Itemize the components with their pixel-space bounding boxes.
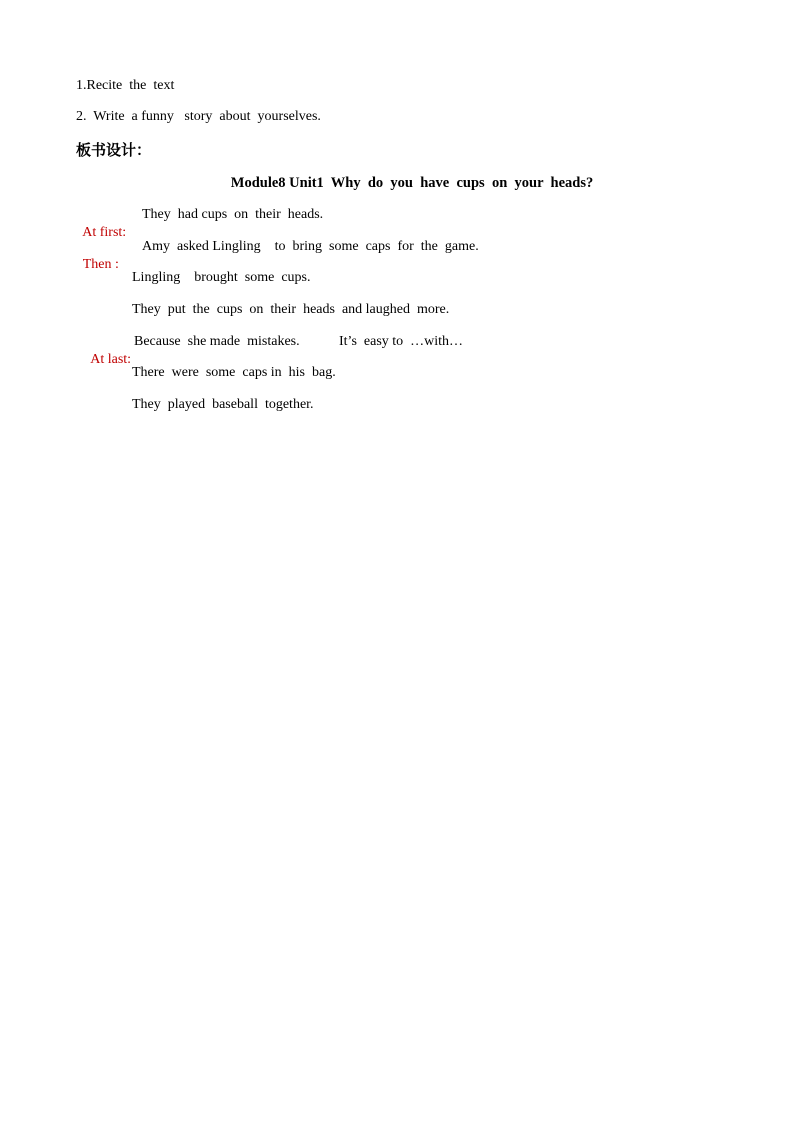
then-label: Then :: [82, 257, 119, 272]
at-last-line-2: There were some caps in his bag.: [132, 365, 336, 380]
then-text: Amy asked Lingling to bring some caps for the game.: [142, 239, 479, 254]
homework-item-1: 1.Recite the text: [76, 78, 175, 93]
at-last-label: At last:: [90, 352, 132, 367]
then-line-2: Lingling brought some cups.: [132, 270, 311, 285]
at-last-text: Because she made mistakes.: [134, 334, 300, 349]
then-line-3: They put the cups on their heads and laughed more.: [132, 302, 450, 317]
row-then: [76, 238, 119, 274]
row-at-first: [76, 206, 126, 242]
board-heading: 板书设计：: [76, 141, 152, 159]
board-title: Module8 Unit1 Why do you have cups on your heads?: [230, 175, 594, 191]
at-last-extra: It’s easy to …with…: [339, 334, 464, 349]
at-last-line-3: They played baseball together.: [132, 397, 314, 412]
row-at-last: [84, 333, 131, 369]
at-first-text: They had cups on their heads.: [142, 207, 324, 222]
homework-item-2: 2. Write a funny story about yourselves.: [76, 109, 321, 124]
at-first-label: At first:: [82, 225, 127, 240]
